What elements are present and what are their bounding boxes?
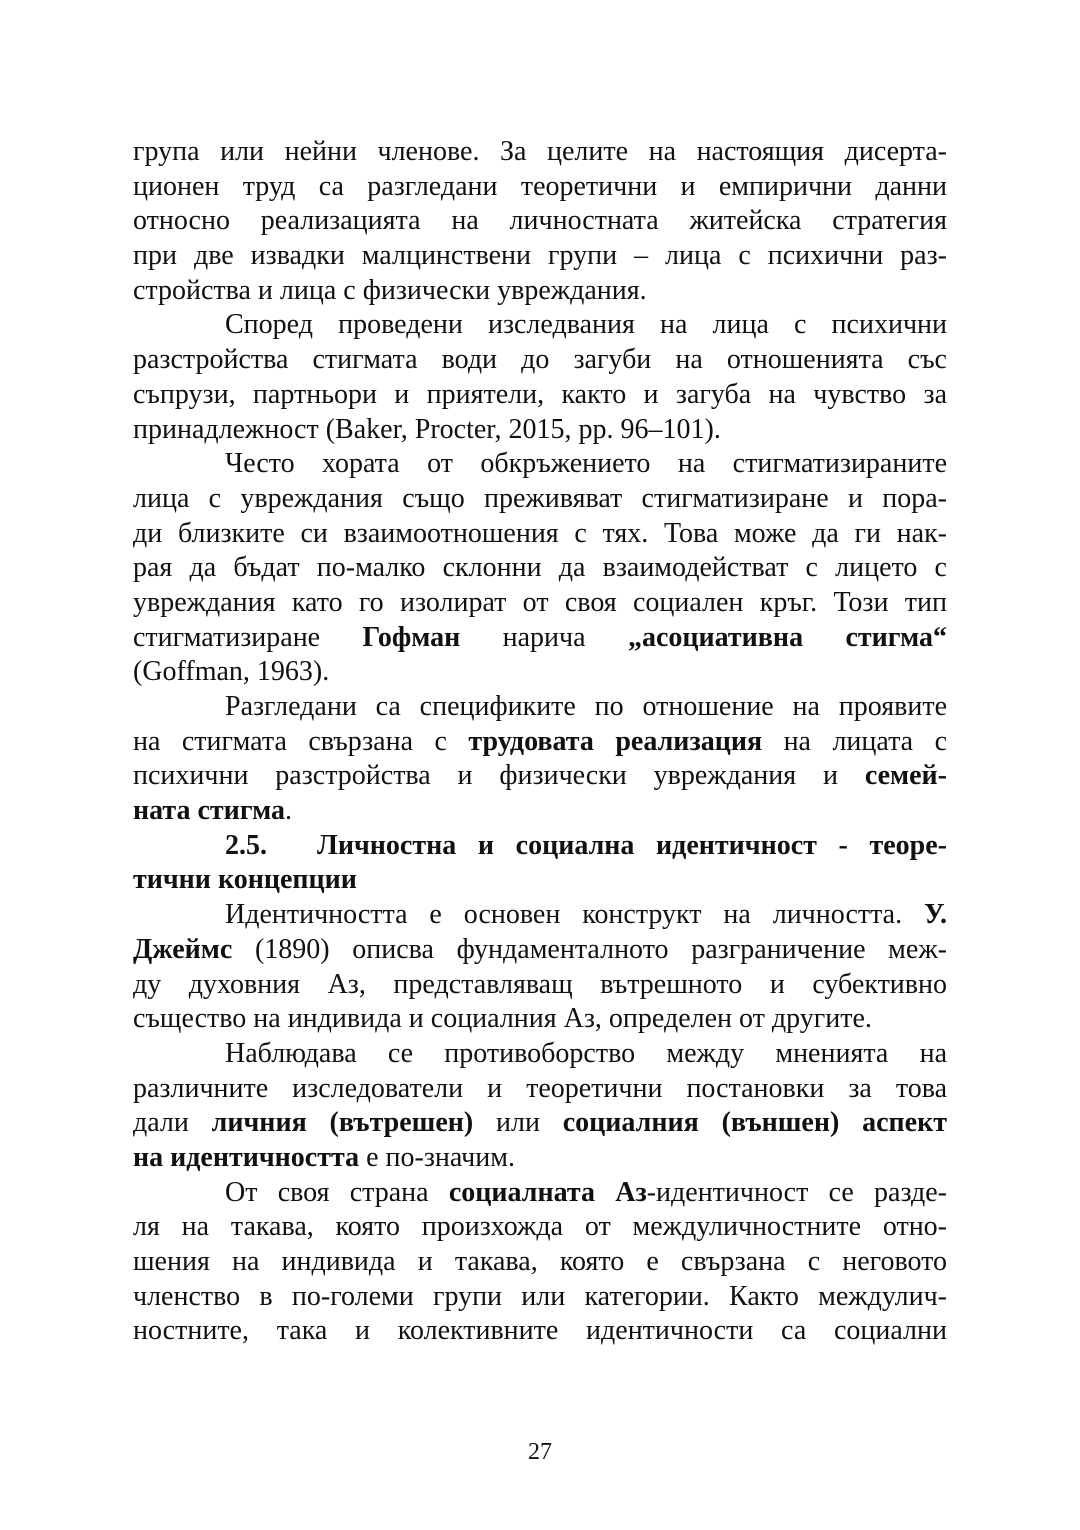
term-family-stigma-part1: семей- xyxy=(864,760,947,792)
text-line: на идентичността е по-значим. xyxy=(133,1141,515,1173)
text-line: ционен труд са разгледани теоретични и емпирични данни xyxy=(133,170,947,202)
author-initial-james: У. xyxy=(924,899,947,931)
text-line: шения на индивида и такава, която е свързана с неговото xyxy=(133,1246,947,1277)
text-line: От своя страна социалната Аз-идентичност се разде- xyxy=(225,1176,948,1208)
text-line: различните изследователи и теоретични постановки за това xyxy=(133,1072,947,1104)
text-line: Често хората от обкръжението на стигматизираните xyxy=(225,448,947,480)
text-line: ната стигма. xyxy=(133,795,293,827)
text-line: стигматизиране Гофман нарича „асоциативна стигма“ xyxy=(133,621,947,653)
text-line: увреждания като го изолират от своя социален кръг. Този тип xyxy=(133,586,947,618)
text-line: рая да бъдат по-малко склонни да взаимодействат с лицето с xyxy=(133,552,947,584)
section-heading xyxy=(133,829,947,864)
page-number: 27 xyxy=(528,1439,552,1465)
text-line: ля на такава, която произхожда от междуличностните отно- xyxy=(133,1211,947,1243)
term-labor-realization: трудовата реализация xyxy=(468,725,763,757)
text-line: съпрузи, партньори и приятели, както и загуба на чувство за xyxy=(133,378,947,410)
term-social-self: социалната Аз xyxy=(448,1176,647,1208)
text-line: Идентичността е основен конструкт на личността. У. xyxy=(225,899,947,931)
section-title: Личностна и социална идентичност - теоре- xyxy=(317,829,947,861)
text-line: членство в по-големи групи или категории. Както междулич- xyxy=(133,1280,947,1312)
text-line: група или нейни членове. За целите на настоящия дисерта- xyxy=(133,136,947,167)
text-line: принадлежност (Baker, Procter, 2015, pp. 96–101). xyxy=(133,413,721,445)
text-line: същество на индивида и социалния Аз, определен от другите. xyxy=(133,1003,872,1035)
section-heading-cont: тични концепции xyxy=(133,864,357,896)
term-social-outer-aspect: социалния (външен) аспект xyxy=(562,1107,947,1139)
text-line: Според проведени изследвания на лица с психични xyxy=(225,309,947,341)
text-line: Разгледани са спецификите по отношение на проявите xyxy=(225,691,947,722)
section-number: 2.5. xyxy=(225,829,267,861)
text-line: ностните, така и колективните идентичности са социални xyxy=(133,1315,947,1347)
author-name-james: Джеймс xyxy=(133,933,233,965)
text-line: Джеймс (1890) описва фундаменталното разграничение меж- xyxy=(133,933,947,965)
body-text xyxy=(133,135,947,1349)
text-line: психични разстройства и физически увреждания и семей- xyxy=(133,760,947,792)
text-line: на стигмата свързана с трудовата реализация на лицата с xyxy=(133,725,947,757)
text-line: ду духовния Аз, представляващ вътрешното и субективно xyxy=(133,968,947,1000)
text-line: стройства и лица с физически увреждания. xyxy=(133,274,647,306)
text-line: (Goffman, 1963). xyxy=(133,656,330,688)
author-name-goffman: Гофман xyxy=(362,621,461,653)
text-line: разстройства стигмата води до загуби на отношенията със xyxy=(133,344,947,376)
text-line: лица с увреждания също преживяват стигматизиране и пора- xyxy=(133,482,947,514)
term-family-stigma-part2: ната стигма xyxy=(133,795,286,827)
text-line: Наблюдава се противоборство между мненията на xyxy=(225,1037,947,1069)
text-line: относно реализацията на личностната житейска стратегия xyxy=(133,205,947,237)
term-associative-stigma: „асоциативна стигма“ xyxy=(627,621,947,653)
text-line: дали личния (вътрешен) или социалния (външен) аспект xyxy=(133,1107,947,1139)
term-of-identity: на идентичността xyxy=(133,1141,360,1173)
text-line: при две извадки малцинствени групи – лица с психични раз- xyxy=(133,240,947,272)
term-personal-inner: личния (вътрешен) xyxy=(211,1107,474,1139)
text-line: ди близките си взаимоотношения с тях. Това може да ги нак- xyxy=(133,517,947,549)
